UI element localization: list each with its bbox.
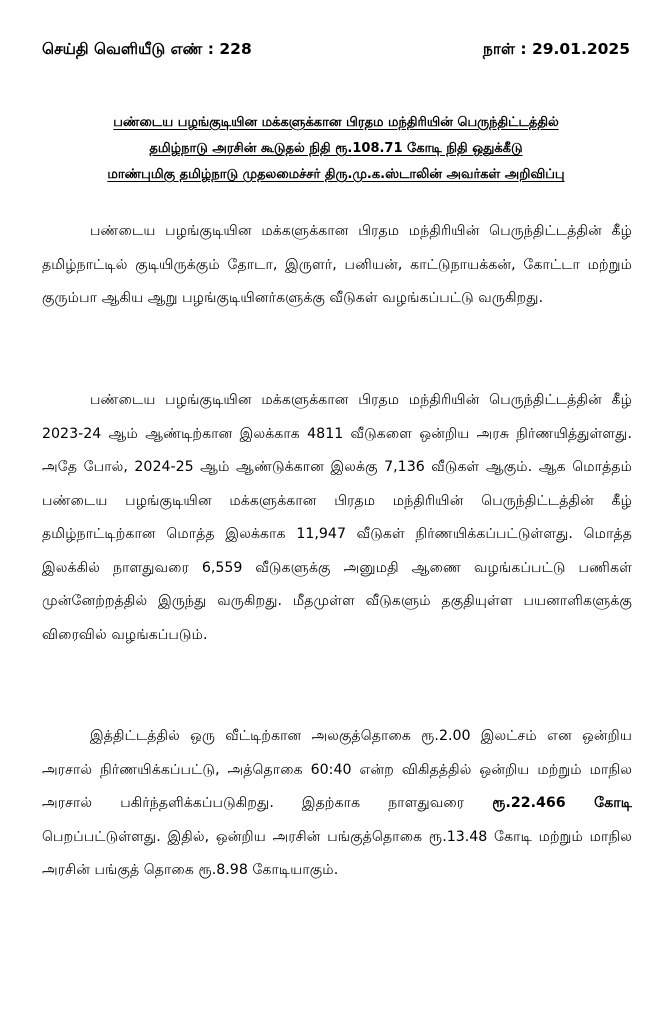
release-date: நாள் : 29.01.2025 (482, 40, 630, 58)
paragraph-2: பண்டைய பழங்குடியின மக்களுக்கான பிரதம மந்திரியின் பெருந்திட்டத்தின் கீழ் 2023-24 ஆம் ஆண்டிற்கான இலக்காக 4811 வீடுகளை ஒன்றிய அரசு நிர்ணயித்துள்ளது. அதே போல், 2024-25 ஆம் ஆண்டுக்கான இலக்கு 7,136 வீடுகள் ஆகும். ஆக மொத்தம் பண்டைய பழங்குடியின மக்களுக்கான பிரதம மந்திரியின் பெருந்திட்டத்தின் கீழ் தமிழ்நாட்டிற்கான மொத்த இலக்காக 11,947 வீடுகள் நிர்ணயிக்கப்பட்டுள்ளது. மொத்த இலக்கில் நாளதுவரை 6,559 வீடுகளுக்கு அனுமதி ஆணை வழங்கப்பட்டு பணிகள் முன்னேற்றத்தில் இருந்து வருகிறது. மீதமுள்ள வீடுகளும் தகுதியுள்ள பயனாளிகளுக்கு விரைவில் வழங்கப்படும். (42, 392, 632, 643)
paragraph-1: பண்டைய பழங்குடியின மக்களுக்கான பிரதம மந்திரியின் பெருந்திட்டத்தின் கீழ் தமிழ்நாட்டில் குடியிருக்கும் தோடா, இருளர், பனியன், காட்டுநாயக்கன், கோட்டா மற்றும் குரும்பா ஆகிய ஆறு பழங்குடியினர்களுக்கு வீடுகள் வழங்கப்பட்டு வருகிறது. (42, 223, 632, 306)
release-number: செய்தி வெளியீடு எண் : 228 (42, 40, 252, 58)
title-line-2-text: தமிழ்நாடு அரசின் கூடுதல் நிதி ரூ.108.71 கோடி நிதி ஒதுக்கீடு (149, 141, 523, 156)
title-line-1-text: பண்டைய பழங்குடியின மக்களுக்கான பிரதம மந்திரியின் பெருந்திட்டத்தில் (113, 115, 559, 130)
title-block (40, 110, 632, 188)
paragraph-3-bold-amount: ரூ.22.466 கோடி (492, 795, 632, 811)
paragraph-3-part-1: இத்திட்டத்தில் ஒரு வீட்டிற்கான அலகுத்தொகை ரூ.2.00 இலட்சம் என ஒன்றிய அரசால் நிர்ணயிக்கப்பட்டு, அத்தொகை 60:40 என்ற விகிதத்தில் ஒன்றிய மற்றும் மாநில அரசால் பகிர்ந்தளிக்கப்படுகிறது. இதற்காக நாளதுவரை (42, 728, 632, 811)
header-row (42, 40, 630, 68)
title-line-1 (40, 110, 632, 136)
title-line-3 (40, 162, 632, 188)
paragraph-3-part-2: பெறப்பட்டுள்ளது. இதில், ஒன்றிய அரசின் பங்குத்தொகை ரூ.13.48 கோடி மற்றும் மாநில அரசின் பங்குத் தொகை ரூ.8.98 கோடியாகும். (42, 828, 632, 878)
title-line-2 (40, 136, 632, 162)
title-line-3-text: மாண்புமிகு தமிழ்நாடு முதலமைச்சர் திரு.மு.க.ஸ்டாலின் அவர்கள் அறிவிப்பு (107, 167, 565, 182)
paragraph-3 (42, 720, 632, 888)
